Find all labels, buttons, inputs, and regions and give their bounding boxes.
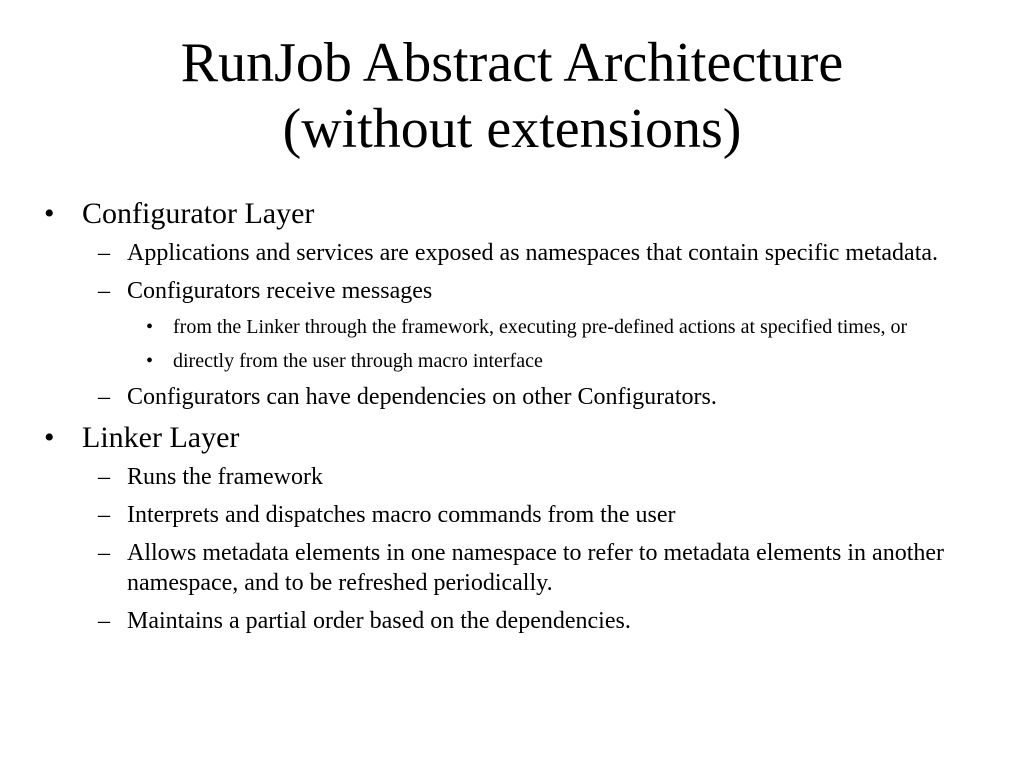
sub-bullet-item: [0, 382, 1024, 412]
slide-title: [0, 30, 1024, 162]
dash-icon: –: [98, 384, 110, 410]
dash-icon: –: [98, 464, 110, 490]
bullet-icon: •: [44, 421, 55, 454]
sub-bullet-item: [0, 238, 1024, 268]
sub-bullet-text: Runs the framework: [127, 464, 323, 490]
sub-bullet-text: Configurators receive messages: [127, 278, 433, 304]
dash-icon: –: [98, 502, 110, 528]
bullet-configurator-layer: [0, 196, 1024, 232]
bullet-icon: •: [44, 197, 55, 230]
sub-bullet-item: [0, 276, 1024, 306]
dash-icon: –: [98, 278, 110, 304]
dash-icon: –: [98, 608, 110, 634]
sub-bullet-text: Applications and services are exposed as namespaces that contain specific metadata.: [127, 240, 939, 266]
sub-sub-bullet-text: from the Linker through the framework, executing pre-defined actions at specified times, or: [173, 316, 908, 338]
sub-bullet-text: Configurators can have dependencies on other Configurators.: [127, 384, 717, 410]
bullet-linker-layer: [0, 420, 1024, 456]
sub-sub-bullet-text: directly from the user through macro interface: [173, 350, 543, 372]
section-heading: Configurator Layer: [82, 197, 315, 230]
sub-bullet-item: [0, 606, 1024, 636]
bullet-icon: •: [146, 316, 154, 338]
sub-bullet-text: Maintains a partial order based on the dependencies.: [127, 608, 631, 634]
section-heading: Linker Layer: [82, 421, 240, 454]
bullet-icon: •: [146, 350, 154, 372]
sub-bullet-item: [0, 538, 1024, 598]
title-line-1: RunJob Abstract Architecture: [180, 32, 844, 94]
title-line-2: (without extensions): [282, 98, 742, 160]
slide-body: [0, 196, 1024, 644]
sub-bullet-item: [0, 500, 1024, 530]
sub-sub-bullet-item: [0, 314, 1024, 340]
sub-bullet-text: Interprets and dispatches macro commands from the user: [127, 502, 676, 528]
sub-bullet-item: [0, 462, 1024, 492]
sub-bullet-text: Allows metadata elements in one namespace to refer to metadata elements in another namespace, and to be refreshed periodically.: [127, 540, 945, 596]
sub-sub-bullet-item: [0, 348, 1024, 374]
dash-icon: –: [98, 540, 110, 566]
dash-icon: –: [98, 240, 110, 266]
